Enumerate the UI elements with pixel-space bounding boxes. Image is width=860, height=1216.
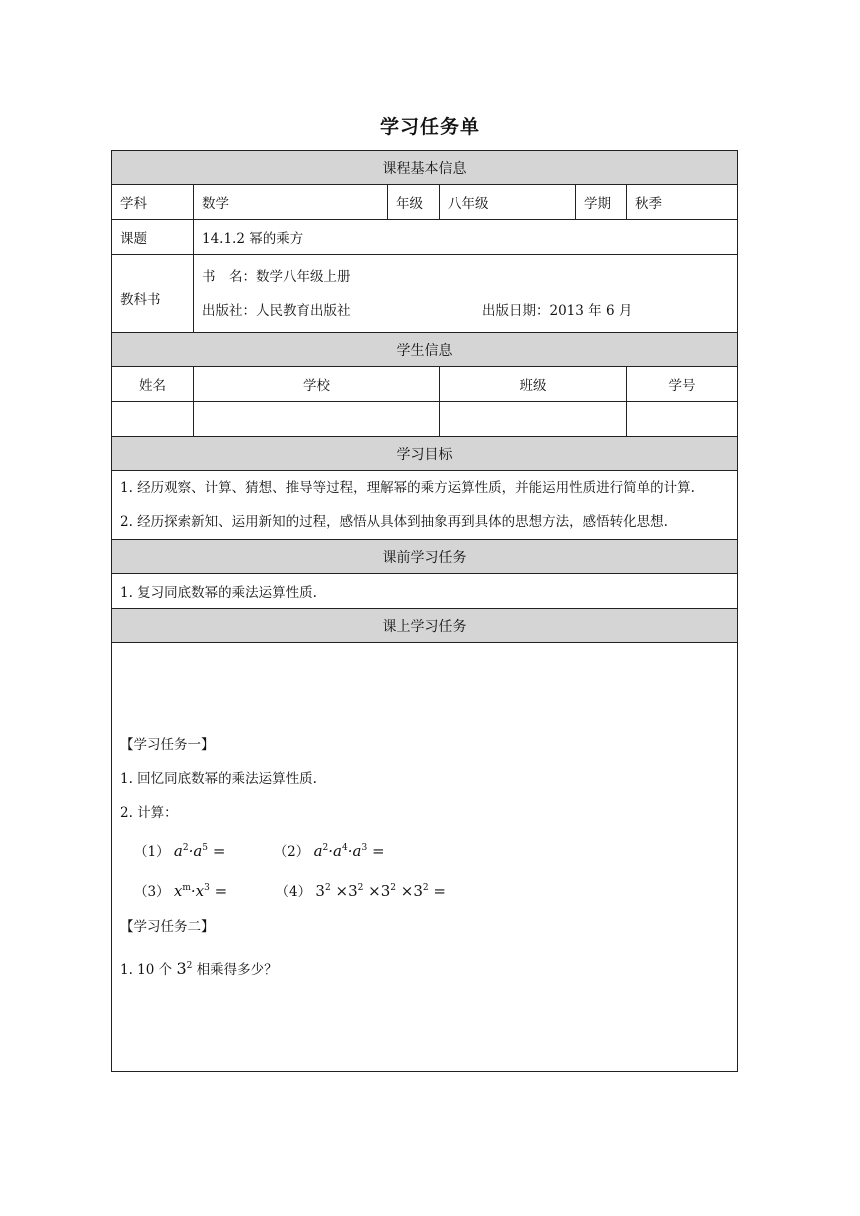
problem-2-label: （2）	[273, 843, 310, 860]
section-pre-tasks: 课前学习任务	[112, 540, 738, 574]
term-label: 学期	[576, 185, 627, 220]
student-school-cell[interactable]	[194, 402, 440, 437]
task2-item	[120, 952, 729, 987]
class-tasks-cell	[112, 643, 738, 1072]
task2-prefix: 1. 10 个	[120, 961, 173, 978]
task2-heading: 【学习任务二】	[120, 918, 215, 935]
task1-item: 2. 计算：	[120, 804, 178, 821]
subject-label: 学科	[112, 185, 194, 220]
pre-task-item: 1. 复习同底数幂的乘法运算性质.	[112, 574, 738, 609]
page-title: 学习任务单	[379, 116, 480, 138]
student-name-header: 姓名	[112, 367, 194, 402]
term-value: 秋季	[627, 185, 738, 220]
problem-3-expression: $x^m\cdot x^3$ =	[173, 881, 228, 900]
task1-heading: 【学习任务一】	[120, 736, 215, 753]
grade-label: 年级	[388, 185, 440, 220]
textbook-info	[194, 255, 738, 333]
student-name-cell[interactable]	[112, 402, 194, 437]
goals-cell	[112, 471, 738, 540]
publish-date: 出版日期：2013 年 6 月	[482, 302, 633, 319]
task2-suffix: 相乘得多少？	[196, 961, 278, 978]
problem-1-expression: $a^2\cdot a^5$ =	[173, 841, 226, 860]
goal-item: 2. 经历探索新知、运用新知的过程，感悟从具体到抽象再到具体的思想方法，感悟转化思想.	[120, 514, 668, 530]
topic-value: 14.1.2 幂的乘方	[194, 220, 738, 255]
problem-1-label: （1）	[134, 843, 170, 860]
problem-3-label: （3）	[134, 883, 170, 900]
section-goals: 学习目标	[112, 437, 738, 471]
student-school-header: 学校	[194, 367, 440, 402]
section-course-info: 课程基本信息	[112, 151, 738, 185]
goal-item: 1. 经历观察、计算、猜想、推导等过程，理解幂的乘方运算性质，并能运用性质进行简单的计算.	[120, 480, 695, 496]
student-class-header: 班级	[440, 367, 627, 402]
problem-4-expression: $3^2 \times 3^2 \times 3^2 \times 3^2$ =	[315, 881, 446, 900]
section-student-info: 学生信息	[112, 333, 738, 367]
task1-item: 1. 回忆同底数幂的乘法运算性质.	[120, 770, 317, 787]
topic-label: 课题	[112, 220, 194, 255]
problem-4-label: （4）	[275, 883, 312, 900]
task2-expression: $3^2$	[176, 958, 193, 978]
student-class-cell[interactable]	[440, 402, 627, 437]
student-id-cell[interactable]	[627, 402, 738, 437]
grade-value: 八年级	[440, 185, 576, 220]
section-class-tasks: 课上学习任务	[112, 609, 738, 643]
problem-row	[120, 874, 729, 910]
book-name: 书 名：数学八年级上册	[202, 268, 351, 285]
task-sheet-table	[111, 150, 738, 1072]
student-id-header: 学号	[627, 367, 738, 402]
publisher: 出版社：人民教育出版社	[202, 302, 351, 319]
problem-2-expression: $a^2\cdot a^4\cdot a^3$ =	[313, 841, 385, 860]
textbook-label: 教科书	[112, 255, 194, 333]
problem-row	[120, 834, 729, 870]
subject-value: 数学	[194, 185, 388, 220]
